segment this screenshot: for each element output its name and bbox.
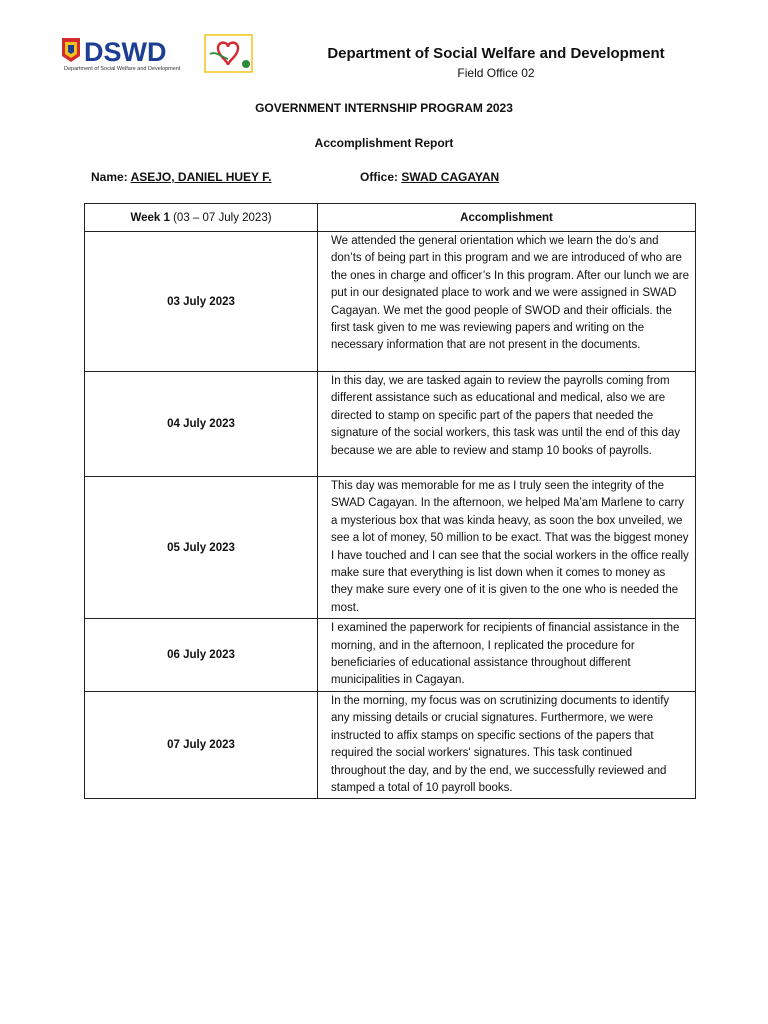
name-label: Name: [91,170,128,184]
intern-office [360,170,499,184]
name-value: ASEJO, DANIEL HUEY F. [130,170,272,184]
row-date: 07 July 2023 [85,691,318,798]
bagong-pilipinas-seal-icon [205,35,252,72]
week-label: Week 1 [130,211,170,224]
department-title: Department of Social Welfare and Development [327,45,665,62]
accomplishment-table [84,203,696,799]
dswd-hands-icon [62,38,80,62]
table-row [85,477,696,619]
logo-wordmark: DSWD [84,37,167,67]
program-title: GOVERNMENT INTERNSHIP PROGRAM 2023 [255,101,513,115]
row-date: 04 July 2023 [85,372,318,477]
report-title: Accomplishment Report [314,136,454,150]
row-accomplishment: I examined the paperwork for recipients of financial assistance in the morning, and in the afternoon, I replicated the procedure for beneficiaries of educational assistance throughout different municipalities in Cagayan. [318,619,696,692]
table-row [85,232,696,372]
field-office: Field Office 02 [457,66,535,80]
table-row [85,691,696,798]
table-row [85,619,696,692]
row-accomplishment: This day was memorable for me as I truly seen the integrity of the SWAD Cagayan. In the afternoon, we helped Ma’am Marlene to carry a mysterious box that was kinda heavy, as soon the box unveiled, we see a lot of money, 50 million to be exact. That was the biggest money I have touched and I can see that the social workers in the office really make sure that everything is list down when it comes to money as they make sure every one of it is given to the one who is needed the most. [318,477,696,619]
row-accomplishment: In this day, we are tasked again to review the payrolls coming from different assistance such as educational and medical, also we are directed to stamp on specific part of the papers that needed the signature of the social workers, this task was until the end of this day because we are able to review and stamp 10 books of payrolls. [318,372,696,477]
week-header [85,204,318,232]
row-accomplishment: We attended the general orientation which we learn the do’s and don’ts of being part in this program and we are introduced of who are the ones in charge and officer’s In this program. After our lunch we are put in our designated place to work and we were assigned in SWAD Cagayan. We met the good people of SWOD and their officials. the first task given to me was reviewing papers and writing on the necessary information that are not present in the documents. [318,232,696,372]
office-value: SWAD CAGAYAN [401,170,500,184]
table-row [85,372,696,477]
accomplishment-header: Accomplishment [318,204,696,232]
row-date: 06 July 2023 [85,619,318,692]
row-accomplishment: In the morning, my focus was on scrutinizing documents to identify any missing details or crucial signatures. Furthermore, we were instructed to affix stamps on specific sections of the papers that required the social workers' signatures. This task continued throughout the day, and by the end, we successfully reviewed and stamped a total of 10 payroll books. [318,691,696,798]
office-label: Office: [360,170,399,184]
row-date: 05 July 2023 [85,477,318,619]
row-date: 03 July 2023 [85,232,318,372]
intern-name [91,170,272,184]
logo-subtext: Department of Social Welfare and Development [64,66,181,72]
week-range: (03 – 07 July 2023) [173,211,272,224]
table-header-row [85,204,696,232]
